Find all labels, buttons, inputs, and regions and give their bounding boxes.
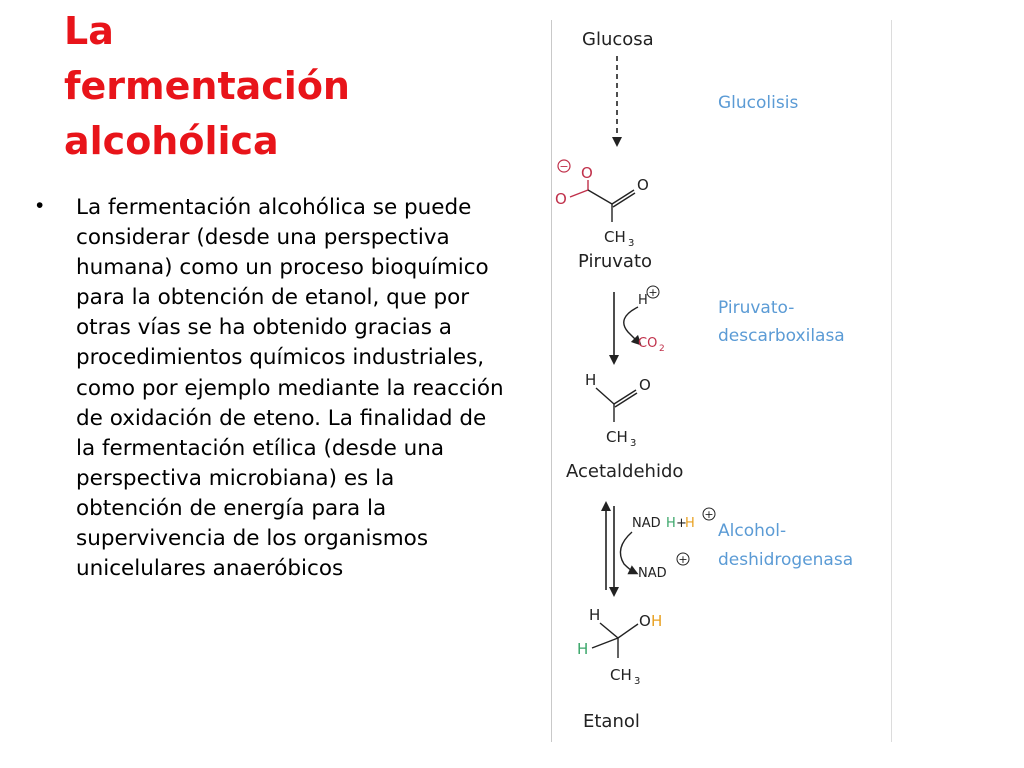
ethanol-h-green: H bbox=[577, 640, 589, 658]
curved-arrow-co2 bbox=[624, 307, 638, 342]
label-piruvato-descarboxilasa-2: descarboxilasa bbox=[718, 326, 845, 346]
title-line-1: La bbox=[64, 9, 114, 53]
label-acetaldehido: Acetaldehido bbox=[566, 461, 684, 482]
aldehyde-o: O bbox=[639, 376, 651, 394]
label-etanol: Etanol bbox=[583, 711, 640, 732]
ethanol-sub3: 3 bbox=[634, 676, 641, 687]
minus-charge: − bbox=[559, 160, 569, 173]
nad-plus-charge: + bbox=[678, 553, 688, 566]
aldehyde-ch: CH bbox=[606, 428, 628, 446]
title-line-2: fermentación bbox=[64, 64, 350, 108]
aldehyde-h: H bbox=[585, 371, 597, 389]
co2-sub2: 2 bbox=[659, 344, 665, 354]
curved-arrow-nad bbox=[620, 532, 634, 572]
pathway-svg bbox=[552, 20, 893, 742]
title-line-3: alcohólica bbox=[64, 119, 279, 163]
methyl-sub3: 3 bbox=[628, 238, 635, 249]
ethanol-structure bbox=[577, 606, 662, 687]
label-alcohol-deshidrogenasa-2: deshidrogenasa bbox=[718, 550, 854, 570]
carboxyl-o-top: O bbox=[581, 164, 593, 182]
fermentation-pathway-diagram bbox=[551, 20, 892, 742]
pyruvate-structure bbox=[555, 160, 649, 249]
methyl-ch: CH bbox=[604, 228, 626, 246]
label-alcohol-deshidrogenasa-1: Alcohol- bbox=[718, 521, 787, 541]
nadh-h: H bbox=[666, 516, 676, 531]
nad-label: NAD bbox=[638, 566, 667, 581]
ethanol-h-top: H bbox=[589, 606, 601, 624]
ethanol-ch: CH bbox=[610, 666, 632, 684]
slide-title bbox=[64, 4, 504, 169]
nadh-plus: + bbox=[676, 516, 687, 531]
label-glucolisis: Glucolisis bbox=[718, 93, 799, 113]
label-glucosa: Glucosa bbox=[582, 29, 654, 50]
keto-o: O bbox=[637, 176, 649, 194]
label-piruvato-descarboxilasa-1: Piruvato- bbox=[718, 298, 795, 318]
proton-h-2: H bbox=[685, 516, 695, 531]
nadh-label: NAD bbox=[632, 516, 661, 531]
aldehyde-sub3: 3 bbox=[630, 438, 637, 449]
label-piruvato: Piruvato bbox=[578, 251, 653, 272]
carboxyl-o-bottom: O bbox=[555, 190, 567, 208]
proton-plus: + bbox=[648, 286, 658, 299]
co2-co: CO bbox=[638, 336, 658, 351]
proton-h: H bbox=[638, 293, 648, 308]
bullet-text: La fermentación alcohólica se puede considerar (desde una perspectiva humana) como un proceso bioquímico para la obtención de etanol, que por otras vías se ha obtenido gracias a procedimientos químicos industriales, como por ejemplo mediante la reacción de oxidación de eteno. La finalidad de la fermentación etílica (desde una perspectiva microbiana) es la obtención de energía para la supervivencia de los organismos unicelulares anaeróbicos bbox=[76, 195, 504, 582]
bullet-icon: • bbox=[36, 194, 44, 217]
hydroxyl-h: H bbox=[651, 612, 663, 630]
nadh-plus-charge: + bbox=[704, 508, 714, 521]
acetaldehyde-structure bbox=[585, 371, 651, 449]
hydroxyl-o: O bbox=[639, 612, 651, 630]
